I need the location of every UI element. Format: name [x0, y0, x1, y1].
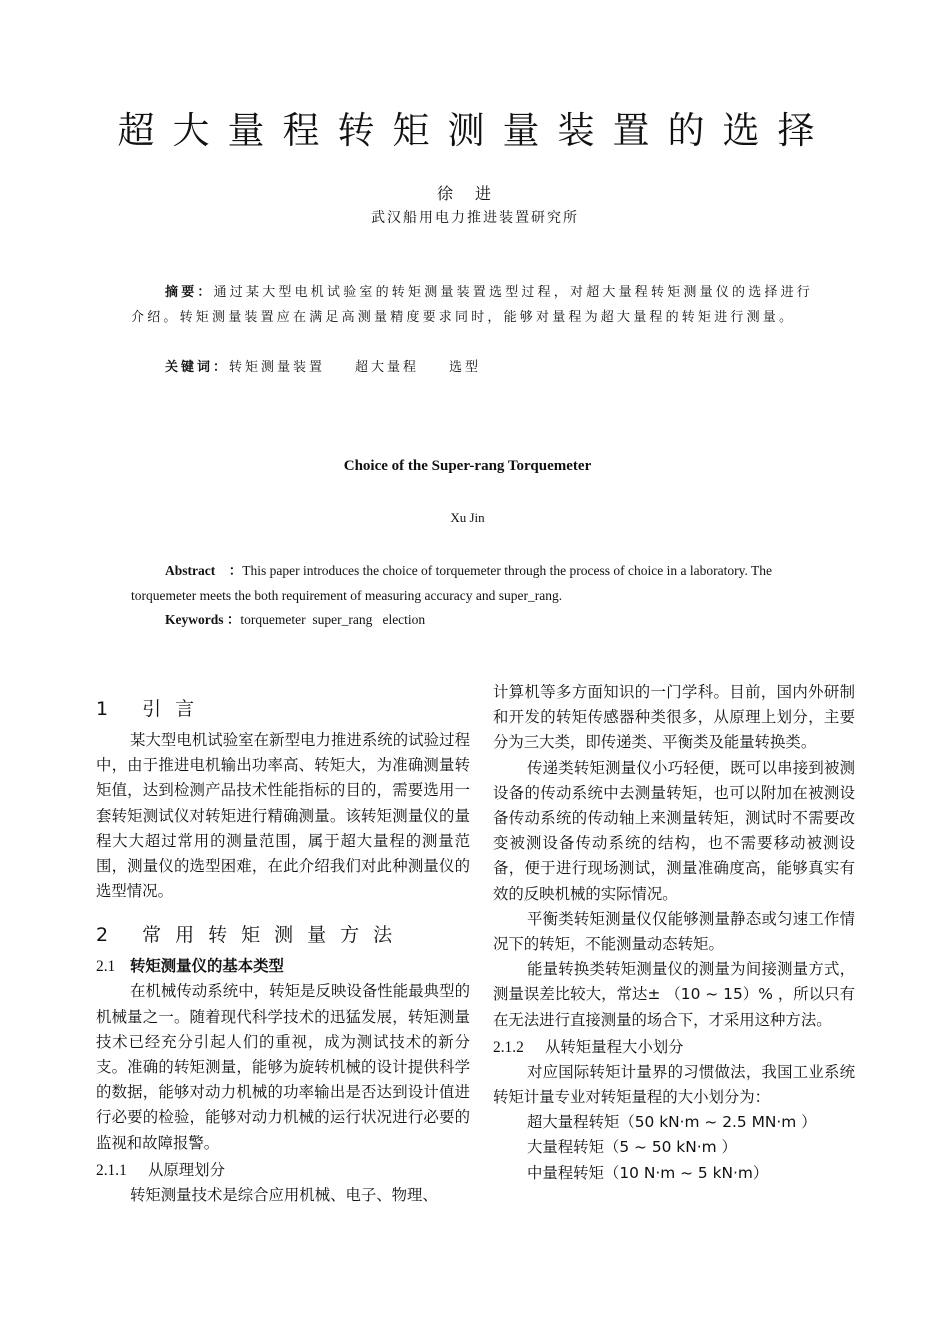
keywords-cn-label: 关键词： — [165, 360, 230, 375]
author-en: Xu Jin — [450, 510, 485, 525]
section-1-heading — [96, 694, 470, 724]
abstract-cn-label: 摘要： — [165, 285, 214, 300]
paragraph: 计算机等多方面知识的一门学科。目前，国内外研制和开发的转矩传感器种类很多，从原理上划分，主要分为三大类，即传递类、平衡类及能量转换类。 — [493, 683, 855, 752]
paragraph: 对应国际转矩计量界的习惯做法，我国工业系统转矩计量专业对转矩量程的大小划分为： — [493, 1062, 855, 1107]
paragraph: 能量转换类转矩测量仪的测量为间接测量方式，测量误差比较大，常达± （10 ~ 15）% ，所以只有在无法进行直接测量的场合下，才采用这种方法。 — [493, 960, 855, 1029]
subsection-2-1-2-heading — [493, 1035, 855, 1060]
keywords-en-sep: ： — [226, 612, 241, 627]
body-column-left — [96, 680, 470, 1208]
section-title: 常用转矩测量方法 — [142, 924, 407, 947]
paragraph: 在机械传动系统中，转矩是反映设备性能最典型的机械量之一。随着现代科学技术的迅猛发展，转矩测量技术已经充分引起人们的重视，成为测试技术的新分支。准确的转矩测量，能够为旋转机械的设计提供科学的数据，能够对动力机械的功率输出是否达到设计值进行必要的检验，能够对动力机械的运行状况进行必要的监视和故障报警。 — [96, 982, 470, 1152]
author-cn: 徐进 — [436, 184, 513, 203]
abstract-en-sep: ： — [228, 563, 243, 578]
paragraph: 平衡类转矩测量仪仅能够测量静态或匀速工作情况下的转矩，不能测量动态转矩。 — [493, 909, 855, 954]
abstract-en-text: This paper introduces the choice of torquemeter through the process of choice in a laboratory. The torquemeter meets the both requirement of measuring accuracy and super_rang. — [131, 563, 772, 603]
subsection-title: 从原理划分 — [148, 1160, 225, 1179]
range-item: 中量程转矩（10 N·m ~ 5 kN·m） — [527, 1163, 769, 1182]
subsection-number: 2.1 — [96, 958, 116, 976]
paragraph: 传递类转矩测量仪小巧轻便，既可以串接到被测设备的传动系统中去测量转矩，也可以附加在被测设备传动系统的传动轴上来测量转矩，测试时不需要改变被测设备传动系统的结构，也不需要移动被测设备，便于进行现场测试，测量准确度高，能够真实有效的反映机械的实际情况。 — [493, 758, 855, 903]
section-title: 引言 — [142, 698, 209, 720]
abstract-cn — [131, 280, 819, 330]
section-2-heading — [96, 920, 470, 950]
subsection-title: 转矩测量仪的基本类型 — [130, 957, 284, 976]
range-item: 超大量程转矩（50 kN·m ~ 2.5 MN·m ） — [527, 1113, 817, 1132]
paragraph: 某大型电机试验室在新型电力推进系统的试验过程中，由于推进电机输出功率高、转矩大，为准确测量转矩值，达到检测产品技术性能指标的目的，需要选用一套转矩测试仪对转矩进行精确测量。该转矩测量仪的量程大大超过常用的测量范围，属于超大量程的测量范围，测量仪的选型困难，在此介绍我们对此种测量仪的选型情况。 — [96, 731, 470, 901]
subsection-number: 2.1.1 — [96, 1161, 127, 1179]
keywords-en-label: Keywords — [165, 612, 224, 627]
abstract-cn-text: 通过某大型电机试验室的转矩测量装置选型过程，对超大量程转矩测量仪的选择进行介绍。转矩测量装置应在满足高测量精度要求同时，能够对量程为超大量程的转矩进行测量。 — [131, 285, 814, 325]
abstract-en-label: Abstract — [165, 563, 216, 578]
subsection-number: 2.1.2 — [493, 1038, 524, 1056]
affiliation-cn: 武汉船用电力推进装置研究所 — [371, 210, 579, 226]
paper-title-cn: 超大量程转矩测量装置的选择 — [117, 109, 833, 152]
subsection-2-1-heading — [96, 954, 470, 979]
range-item: 大量程转矩（5 ~ 50 kN·m ） — [527, 1138, 737, 1157]
keywords-cn — [165, 356, 481, 375]
paragraph: 转矩测量技术是综合应用机械、电子、物理、 — [130, 1185, 438, 1204]
subsection-2-1-1-heading — [96, 1158, 470, 1183]
abstract-en — [131, 558, 826, 608]
section-number: 1 — [96, 698, 123, 720]
keyword-cn: 选型 — [449, 360, 482, 375]
keywords-en-text: torquemeter super_rang election — [240, 612, 426, 627]
subsection-title: 从转矩量程大小划分 — [545, 1037, 684, 1056]
paper-title-en: Choice of the Super-rang Torquemeter — [343, 458, 592, 474]
keywords-en — [165, 608, 425, 628]
body-column-right — [493, 680, 855, 1186]
keyword-cn: 超大量程 — [355, 360, 420, 375]
section-number: 2 — [96, 924, 123, 947]
keyword-cn: 转矩测量装置 — [229, 360, 326, 375]
